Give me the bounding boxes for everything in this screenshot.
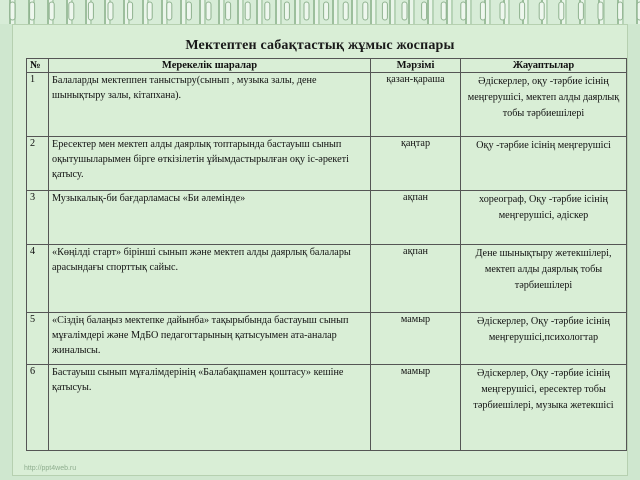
binding-ring: [10, 2, 15, 20]
row-date: мамыр: [371, 365, 461, 451]
row-event: Музыкалық-би бағдарламасы «Би әлемінде»: [49, 191, 371, 245]
binding-ring: [49, 2, 54, 20]
row-event: Балаларды мектеппен таныстыру(сынып , музыка залы, дене шынықтыру залы, кітапхана).: [49, 73, 371, 137]
binding-ring: [382, 2, 387, 20]
table-row: [27, 245, 627, 313]
row-event: Ересектер мен мектеп алды даярлық топтарында бастауыш сынып оқытушыларымен бірге өткізілетін ұйымдастырылған оқу іс-әрекеті қатысу.: [49, 137, 371, 191]
binding-ring: [186, 2, 191, 20]
binding-ring: [618, 2, 623, 20]
row-number: 5: [27, 313, 49, 365]
binding-ring: [598, 2, 603, 20]
binding-ring: [30, 2, 35, 20]
table-row: [27, 313, 627, 365]
row-number: 6: [27, 365, 49, 451]
row-event: Бастауыш сынып мұғалімдерінің «Балабақшамен қоштасу» кешіне қатысуы.: [49, 365, 371, 451]
binding-ring: [108, 2, 113, 20]
binding-ring: [265, 2, 270, 20]
binding-ring: [480, 2, 485, 20]
binding-ring: [226, 2, 231, 20]
binding-ring: [69, 2, 74, 20]
binding-ring: [578, 2, 583, 20]
header-event: Мерекелік шаралар: [49, 59, 371, 73]
header-date: Мәрзімі: [371, 59, 461, 73]
header-number: №: [27, 59, 49, 73]
row-number: 3: [27, 191, 49, 245]
binding-ring: [284, 2, 289, 20]
binding-ring: [402, 2, 407, 20]
binding-ring: [304, 2, 309, 20]
plan-table: [26, 58, 627, 451]
binding-ring: [245, 2, 250, 20]
table-row: [27, 191, 627, 245]
row-date: ақпан: [371, 245, 461, 313]
binding-rings: [0, 0, 640, 24]
row-event: «Сіздің балаңыз мектепке дайынба» тақырыбында бастауыш сынып мұғалімдері және МдБО педагогтарының қатысуымен ата-аналар жиналысы.: [49, 313, 371, 365]
row-date: қаңтар: [371, 137, 461, 191]
table-row: [27, 137, 627, 191]
binding-ring: [324, 2, 329, 20]
binding-ring: [88, 2, 93, 20]
row-date: қазан-қараша: [371, 73, 461, 137]
binding-ring: [363, 2, 368, 20]
row-number: 2: [27, 137, 49, 191]
binding-ring: [441, 2, 446, 20]
binding-ring: [520, 2, 525, 20]
binding-ring: [128, 2, 133, 20]
page-title: Мектептен сабақтастық жұмыс жоспары: [185, 38, 455, 53]
row-responsible: Дене шынықтыру жетекшілері, мектеп алды даярлық тобы тәрбиешілері: [461, 245, 627, 313]
binding-ring: [167, 2, 172, 20]
row-responsible: Әдіскерлер, оқу -тәрбие ісінің меңгерушісі, мектеп алды даярлық тобы тәрбиешілері: [461, 73, 627, 137]
row-number: 1: [27, 73, 49, 137]
row-responsible: Әдіскерлер, Оқу -тәрбие ісінің меңгерушісі, ересектер тобы тәрбиешілері, музыка жетекшісі: [461, 365, 627, 451]
binding-ring: [422, 2, 427, 20]
table-row: [27, 73, 627, 137]
binding-ring: [559, 2, 564, 20]
table-header-row: [27, 59, 627, 73]
binding-ring: [539, 2, 544, 20]
watermark: http://ppt4web.ru: [24, 465, 77, 472]
binding-ring: [206, 2, 211, 20]
binding-ring: [147, 2, 152, 20]
row-responsible: Әдіскерлер, Оқу -тәрбие ісінің меңгерушісі,психологтар: [461, 313, 627, 365]
row-event: «Көңілді старт» бірінші сынып және мектеп алды даярлық балалары арасындағы спорттық сайыс.: [49, 245, 371, 313]
row-date: мамыр: [371, 313, 461, 365]
binding-ring: [461, 2, 466, 20]
binding-ring: [343, 2, 348, 20]
row-number: 4: [27, 245, 49, 313]
binding-ring: [500, 2, 505, 20]
table-row: [27, 365, 627, 451]
notebook-page: [12, 24, 628, 476]
row-responsible: Оқу -тәрбие ісінің меңгерушісі: [461, 137, 627, 191]
row-responsible: хореограф, Оқу -тәрбие ісінің меңгерушісі, әдіскер: [461, 191, 627, 245]
row-date: ақпан: [371, 191, 461, 245]
header-responsible: Жауаптылар: [461, 59, 627, 73]
